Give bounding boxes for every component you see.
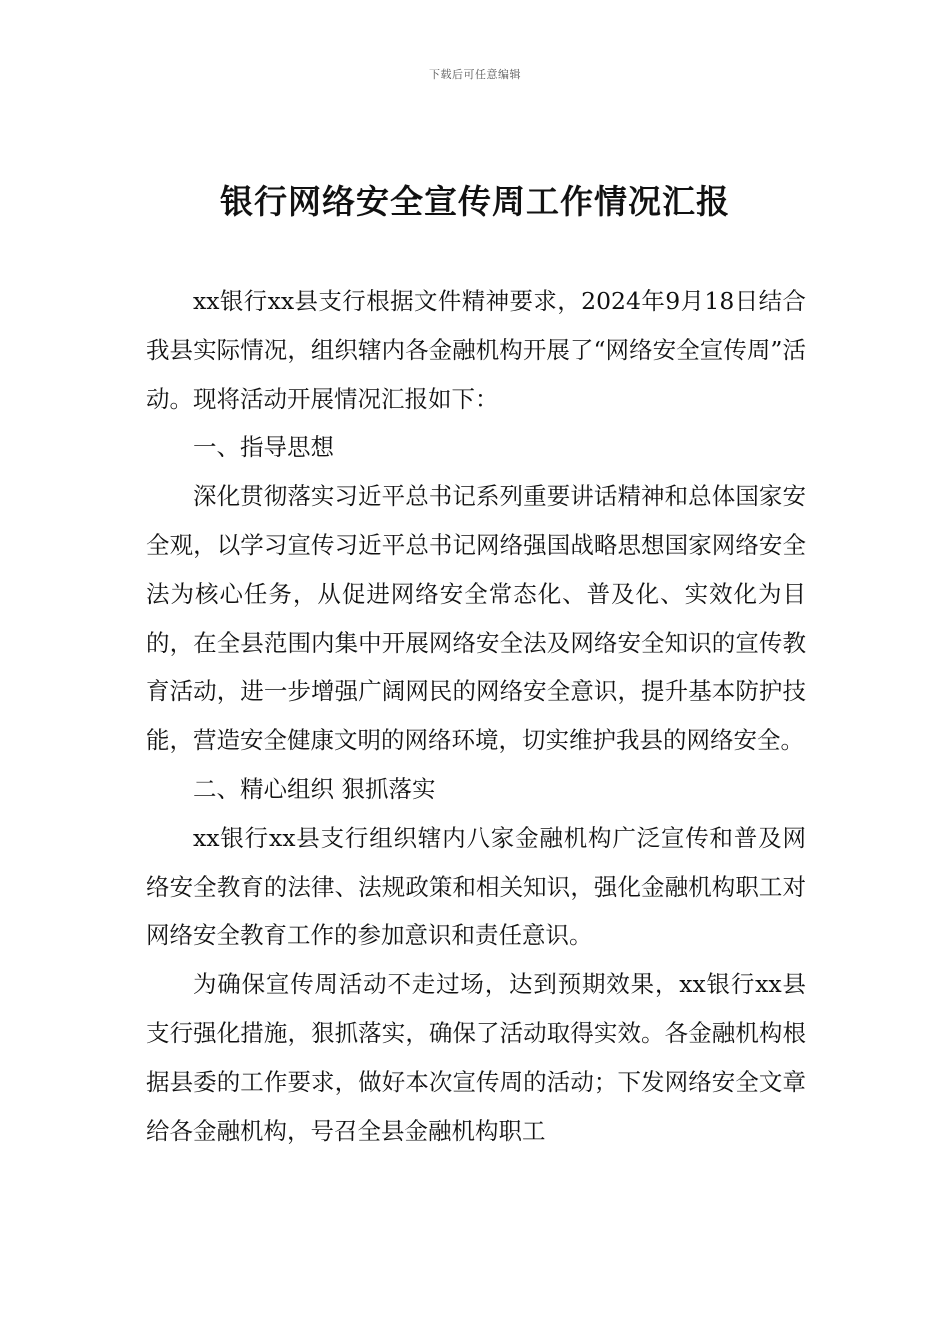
paragraph-organization: xx银行xx县支行组织辖内八家金融机构广泛宣传和普及网络安全教育的法律、法规政策和相关知识，强化金融机构职工对网络安全教育工作的参加意识和责任意识。 [146, 823, 806, 950]
document-title: 银行网络安全宣传周工作情况汇报 [220, 182, 730, 221]
header-note: 下载后可任意编辑 [429, 68, 521, 81]
paragraph-guiding-ideology: 深化贯彻落实习近平总书记系列重要讲话精神和总体国家安全观，以学习宣传习近平总书记网络强国战略思想国家网络安全法为核心任务，从促进网络安全常态化、普及化、实效化为目的，在全县范围内集中开展网络安全法及网络安全知识的宣传教育活动，进一步增强广阔网民的网络安全意识，提升基本防护技能，营造安全健康文明的网络环境，切实维护我县的网络安全。 [146, 482, 806, 755]
section-heading-guiding-ideology: 一、指导思想 [193, 433, 334, 462]
paragraph-intro: xx银行xx县支行根据文件精神要求，2024年9月18日结合我县实际情况，组织辖内各金融机构开展了“网络安全宣传周”活动。现将活动开展情况汇报如下： [146, 287, 806, 413]
section-heading-organization: 二、精心组织 狠抓落实 [193, 774, 436, 803]
document-body [146, 277, 806, 1155]
paragraph-measures: 为确保宣传周活动不走过场，达到预期效果，xx银行xx县支行强化措施，狠抓落实，确保了活动取得实效。各金融机构根据县委的工作要求，做好本次宣传周的活动；下发网络安全文章给各金融机构，号召全县金融机构职工 [146, 970, 806, 1145]
